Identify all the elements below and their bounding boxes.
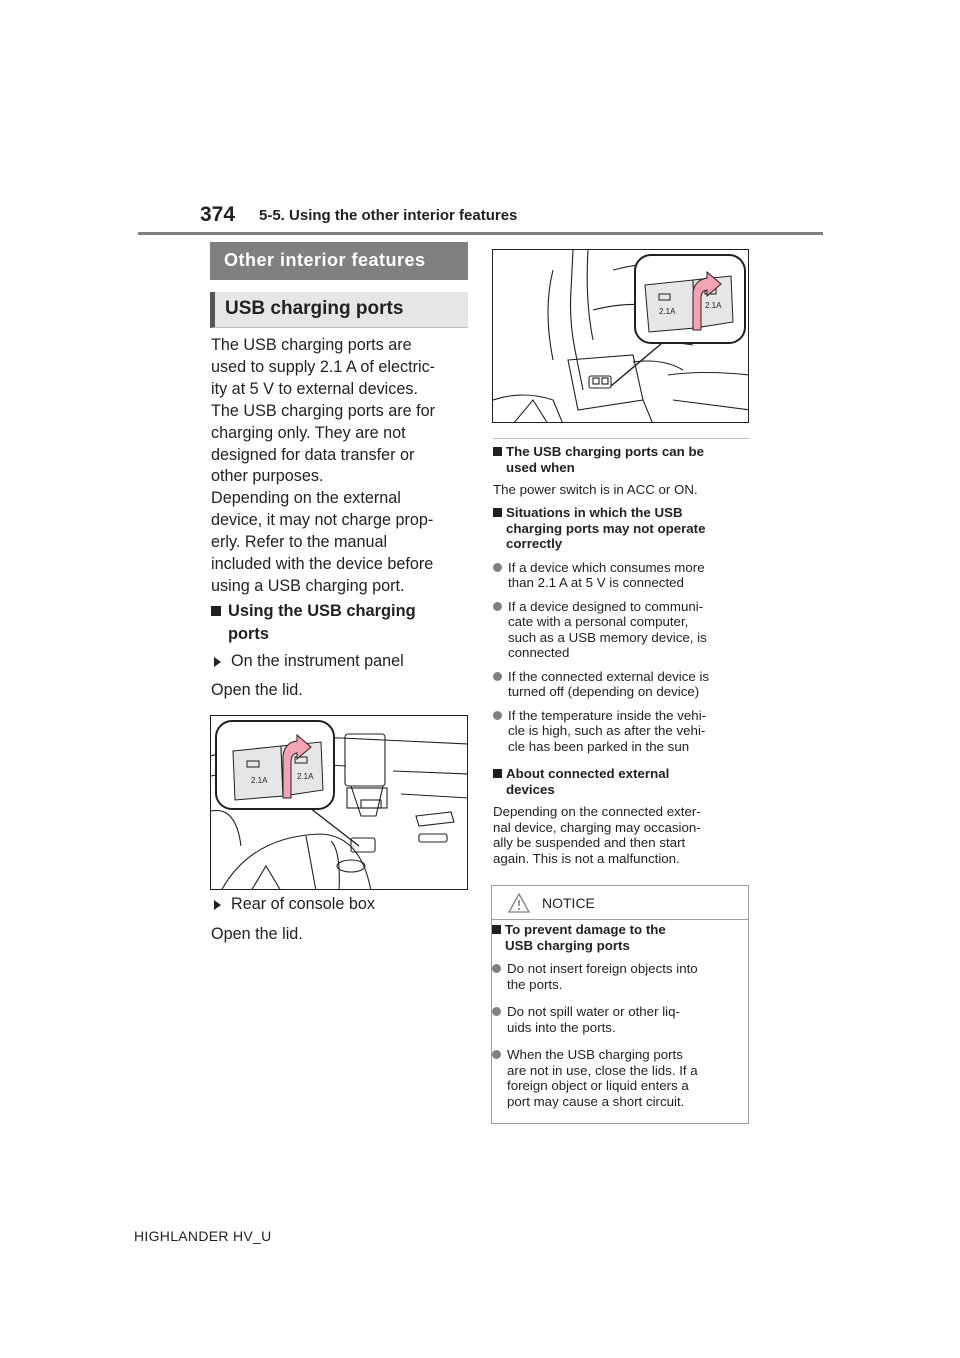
intro-line: charging only. They are not — [211, 423, 406, 442]
square-bullet-icon — [492, 925, 501, 934]
intro-line: The USB charging ports are — [211, 336, 412, 354]
intro-paragraph — [211, 335, 471, 598]
list-item: If the connected external device is turned off (depending on device) — [493, 669, 751, 700]
list-item: If the temperature inside the vehi- cle is high, such as after the vehi- cle has been parked in the sun — [493, 708, 751, 755]
square-bullet-icon — [211, 606, 221, 616]
usage-subheading: Using the USB charging ports — [211, 600, 471, 646]
section-body: The power switch is in ACC or ON. — [493, 482, 698, 497]
port-rating-label: 2.1A — [659, 307, 676, 316]
section-heading: Situations in which the USB charging ports may not operate correctly — [493, 505, 751, 552]
instrument-panel-item: On the instrument panel — [214, 652, 404, 671]
notice-item: Do not insert foreign objects into the ports. — [492, 961, 748, 992]
malfunction-section — [493, 505, 751, 754]
port-rating-label: 2.1A — [251, 776, 268, 785]
circle-bullet-icon — [493, 563, 502, 572]
notice-item: When the USB charging ports are not in use, close the lids. If a foreign object or liquid enters a port may cause a short circuit. — [492, 1047, 748, 1109]
console-box-action: Open the lid. — [211, 925, 303, 943]
notice-box — [491, 885, 749, 1124]
section-title: 5-5. Using the other interior features — [259, 207, 518, 224]
circle-bullet-icon — [492, 1050, 501, 1059]
section-body: Depending on the connected exter- nal device, charging may occasion- ally be suspended and then start again. This is not a malfunction. — [493, 804, 701, 866]
square-bullet-icon — [493, 508, 502, 517]
chapter-banner — [210, 242, 468, 280]
intro-line: included with the device before — [211, 555, 434, 574]
circle-bullet-icon — [492, 964, 501, 973]
instrument-panel-illustration — [210, 715, 468, 890]
header-rule — [138, 232, 823, 235]
chapter-banner-title: Other interior features — [224, 250, 426, 270]
instrument-panel-drawing — [211, 716, 468, 890]
divider — [493, 438, 749, 439]
circle-bullet-icon — [493, 602, 502, 611]
circle-bullet-icon — [493, 711, 502, 720]
notice-heading: To prevent damage to the USB charging ports — [492, 922, 748, 953]
square-bullet-icon — [493, 447, 502, 456]
circle-bullet-icon — [492, 1007, 501, 1016]
console-box-item: Rear of console box — [214, 895, 375, 914]
footer-model: HIGHLANDER HV_U — [134, 1228, 272, 1244]
intro-line: used to supply 2.1 A of electric- — [211, 357, 436, 376]
intro-line: Depending on the external — [211, 489, 401, 508]
notice-item: Do not spill water or other liq- uids into the ports. — [492, 1004, 748, 1035]
section-heading: About connected external devices — [493, 766, 751, 797]
list-item: If a device which consumes more than 2.1 A at 5 V is connected — [493, 560, 751, 591]
notice-content — [492, 921, 748, 1109]
rear-console-drawing — [493, 250, 749, 423]
list-item: If a device designed to communi- cate with a personal computer, such as a USB memory device, is connected — [493, 599, 751, 661]
triangle-bullet-icon — [214, 900, 221, 910]
intro-line: erly. Refer to the manual — [211, 533, 388, 552]
intro-line: The USB charging ports are for — [211, 401, 436, 420]
square-bullet-icon — [493, 769, 502, 778]
section-heading: The USB charging ports can be used when — [493, 444, 751, 475]
page-number: 374 — [200, 203, 236, 226]
rear-console-illustration — [492, 249, 749, 423]
intro-line: using a USB charging port. — [211, 576, 405, 595]
topic-banner — [210, 292, 468, 328]
instrument-panel-action: Open the lid. — [211, 681, 303, 699]
intro-line: ity at 5 V to external devices. — [211, 379, 418, 398]
port-rating-label: 2.1A — [705, 301, 722, 310]
connected-devices-section — [493, 766, 751, 866]
intro-line: device, it may not charge prop- — [211, 511, 434, 530]
notice-label: NOTICE — [542, 895, 595, 911]
triangle-bullet-icon — [214, 657, 221, 667]
circle-bullet-icon — [493, 672, 502, 681]
notice-header — [492, 886, 748, 920]
topic-banner-title: USB charging ports — [225, 298, 404, 319]
intro-line: designed for data transfer or — [211, 445, 415, 464]
usable-when-section — [493, 444, 751, 498]
intro-line: other purposes. — [211, 467, 324, 486]
warning-triangle-icon — [508, 893, 530, 913]
port-rating-label: 2.1A — [297, 772, 314, 781]
